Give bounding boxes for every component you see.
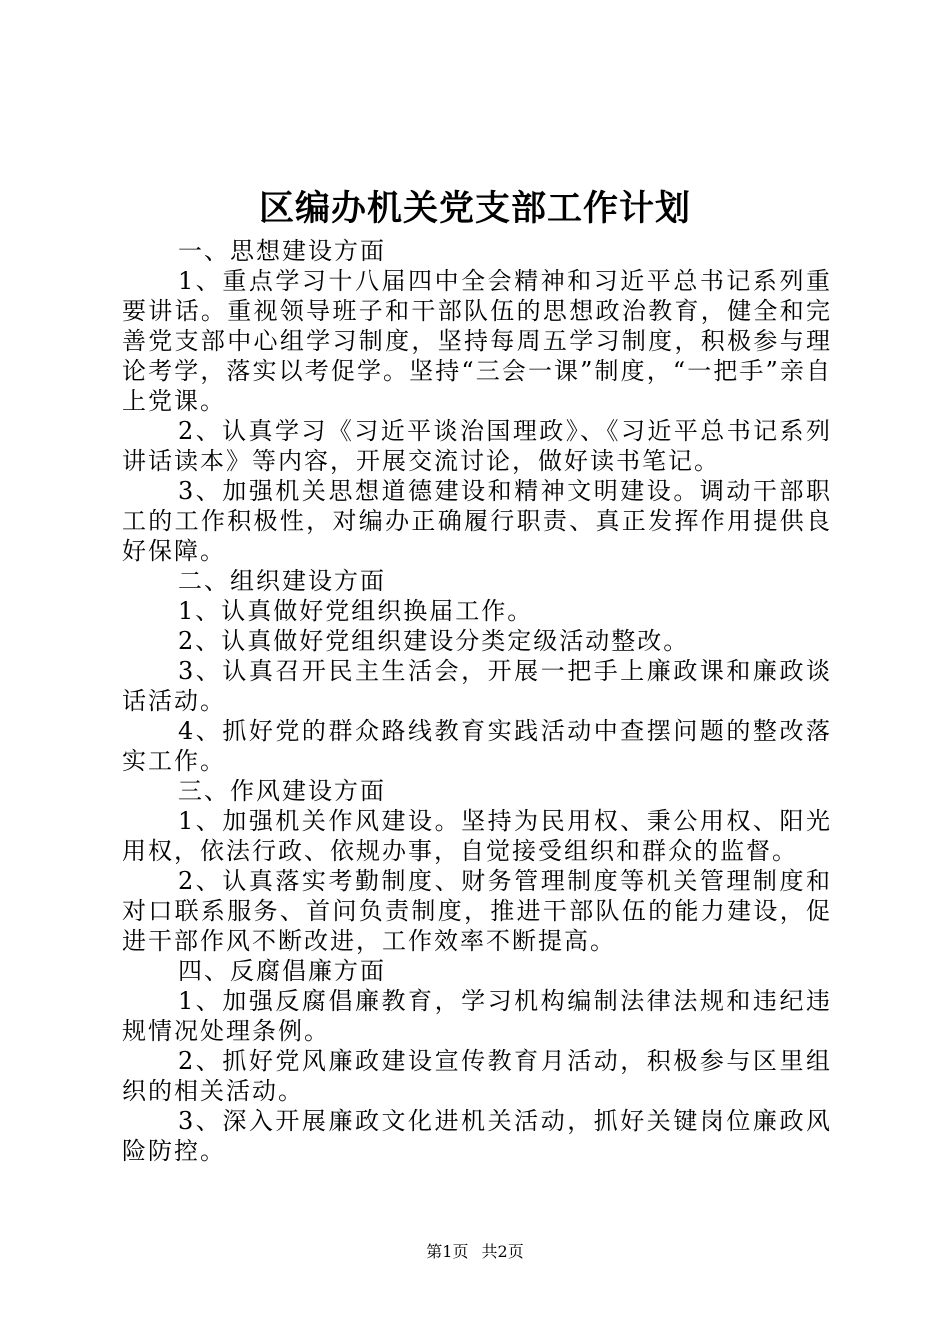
body-paragraph: 1、认真做好党组织换届工作。 — [178, 597, 534, 625]
page-number: 第1页 — [426, 1242, 469, 1261]
body-paragraph: 3、加强机关思想道德建设和精神文明建设。调动干部职工的工作积极性，对编办正确履行职责、真正发挥作用提供良好保障。 — [122, 477, 832, 565]
section-heading: 一、思想建设方面 — [178, 237, 386, 265]
body-paragraph: 4、抓好党的群众路线教育实践活动中查摆问题的整改落实工作。 — [122, 717, 832, 775]
body-paragraph: 3、认真召开民主生活会，开展一把手上廉政课和廉政谈话活动。 — [122, 657, 832, 715]
body-paragraph: 2、认真学习《习近平谈治国理政》、《习近平总书记系列讲话读本》等内容，开展交流讨论，做好读书笔记。 — [122, 417, 832, 475]
body-paragraph: 1、重点学习十八届四中全会精神和习近平总书记系列重要讲话。重视领导班子和干部队伍的思想政治教育，健全和完善党支部中心组学习制度，坚持每周五学习制度，积极参与理论考学，落实以考促学。坚持“三会一课”制度，“一把手”亲自上党课。 — [122, 267, 832, 415]
body-paragraph: 1、加强反腐倡廉教育，学习机构编制法律法规和违纪违规情况处理条例。 — [122, 987, 832, 1045]
page-total: 共2页 — [481, 1242, 524, 1261]
section-heading: 三、作风建设方面 — [178, 777, 386, 805]
body-paragraph: 2、抓好党风廉政建设宣传教育月活动，积极参与区里组织的相关活动。 — [122, 1047, 832, 1105]
section-heading: 四、反腐倡廉方面 — [178, 957, 386, 985]
body-paragraph: 2、认真落实考勤制度、财务管理制度等机关管理制度和对口联系服务、首问负责制度，推进干部队伍的能力建设，促进干部作风不断改进，工作效率不断提高。 — [122, 867, 832, 955]
page-footer — [0, 1240, 950, 1264]
body-paragraph: 3、深入开展廉政文化进机关活动，抓好关键岗位廉政风险防控。 — [122, 1107, 832, 1165]
document-body — [122, 236, 832, 1166]
document-title: 区编办机关党支部工作计划 — [258, 188, 691, 229]
body-paragraph: 1、加强机关作风建设。坚持为民用权、秉公用权、阳光用权，依法行政、依规办事，自觉接受组织和群众的监督。 — [122, 807, 832, 865]
body-paragraph: 2、认真做好党组织建设分类定级活动整改。 — [178, 627, 690, 655]
section-heading: 二、组织建设方面 — [178, 567, 386, 595]
